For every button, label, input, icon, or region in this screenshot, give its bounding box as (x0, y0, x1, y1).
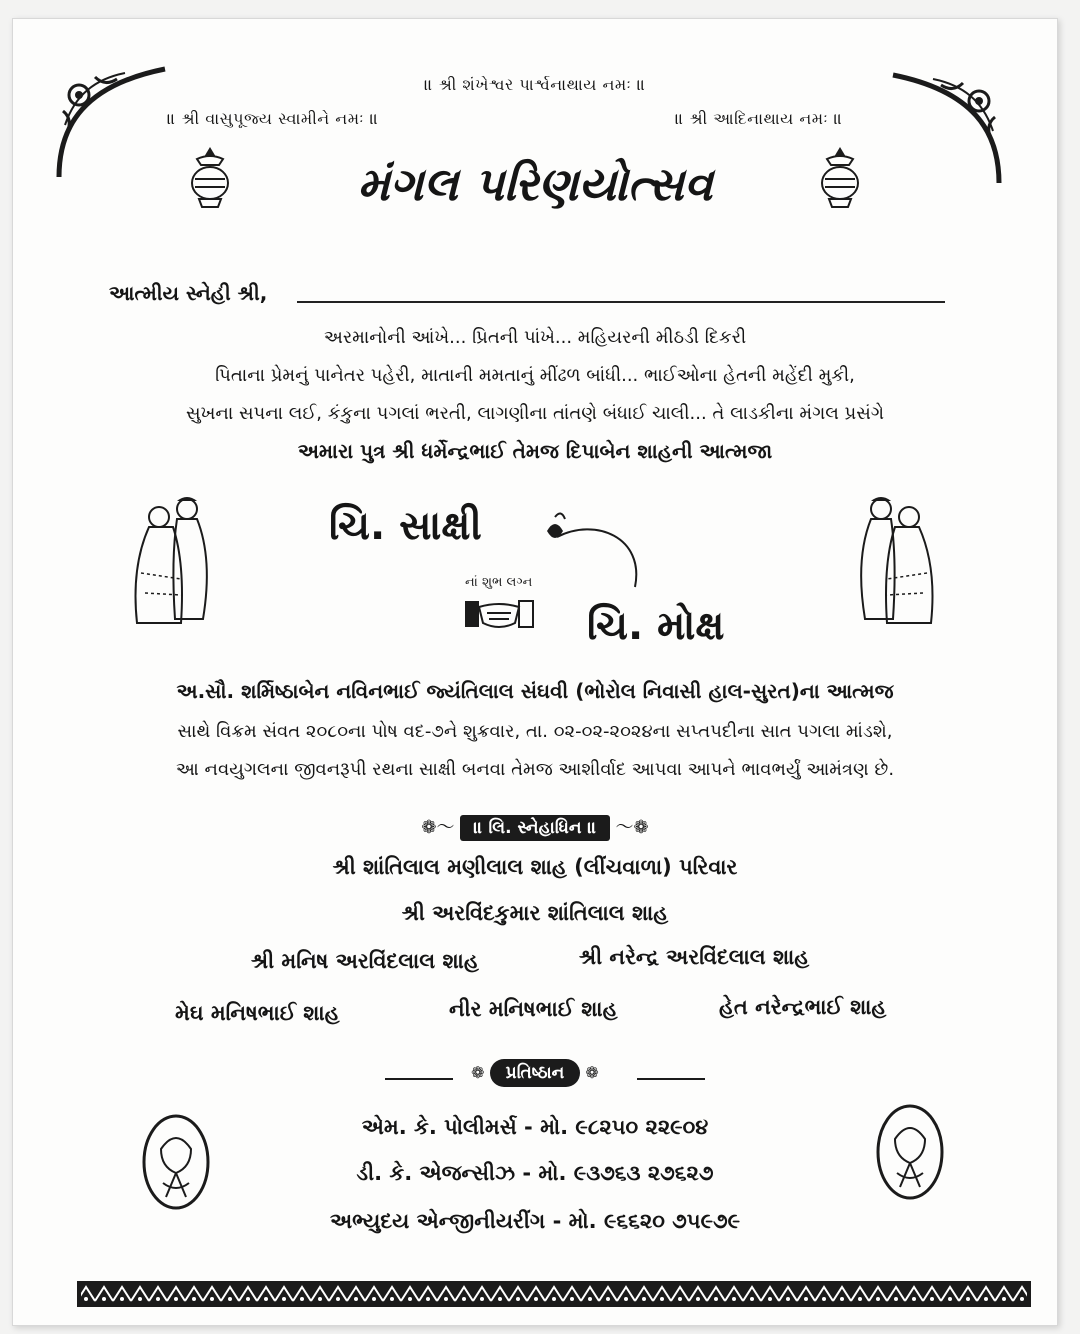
firm-2: ડી. કે. એજન્સીઝ - મો. ૯૩૭૬૩ ૨૭૬૨૭ (356, 1161, 714, 1185)
son-2: શ્રી નરેન્દ્ર અરવિંદલાલ શાહ (579, 945, 810, 969)
invite-line-1: અરમાનોની આંખે... પ્રિતની પાંખે... મહિયરની મીઠડી દિકરી (323, 327, 747, 348)
grandchild-3: હેત નરેન્દ્રભાઈ શાહ (719, 995, 887, 1019)
salutation: આત્મીય સ્નેહી શ્રી, (109, 281, 268, 305)
grandchild-1: મેઘ મનિષભાઈ શાહ (175, 1001, 340, 1025)
grandchild-2: નીર મનિષભાઈ શાહ (449, 997, 618, 1021)
invite-line-2: પિતાના પ્રેમનું પાનેતર પહેરી, માતાની મમતાનું મીંઢળ બાંધી... ભાઈઓના હેતની મહેંદી મુકી, (215, 365, 855, 386)
couple-illustration-right-icon (845, 493, 945, 629)
pratishthan-label: પ્રતિષ્ઠાન (490, 1059, 581, 1087)
floral-swirl-icon (535, 507, 651, 597)
groom-name: ચિ. મોક્ષ (587, 603, 725, 649)
blessing-line: આ નવયુગલના જીવનરૂપી રથના સાક્ષી બનવા તેમજ આશીર્વાદ આપવા આપને ભાવભર્યું આમંત્રણ છે. (175, 759, 895, 780)
guest-name-line (297, 301, 945, 303)
ornament-right-icon: 〜❁ (615, 817, 649, 838)
ornament-left-icon: ❁ (471, 1063, 485, 1082)
pratishthan-header (13, 1063, 1057, 1083)
groom-parents-line: અ.સૌ. શર્મિષ્ઠાબેન નવિનભાઈ જ્યંતિલાલ સંઘવી (ભોરોલ નિવાસી હાલ-સુરત)ના આત્મજ (176, 679, 894, 703)
date-line: સાથે વિક્રમ સંવત ૨૦૮૦ના પોષ વદ-૭ને શુક્રવાર, તા. ૦૨-૦૨-૨૦૨૪ના સપ્તપદીના સાત પગલા માંડશે, (177, 721, 893, 742)
right-mantra: ॥ શ્રી આદિનાથાય નમઃ ॥ (675, 109, 843, 128)
ornament-right-icon: ❁ (585, 1063, 599, 1082)
decorative-border-strip (77, 1281, 1031, 1307)
page-title: મંગલ પરિણયોત્સવ (357, 157, 713, 211)
snehadhin-label: ॥ લિ. સ્નેહાધિન ॥ (460, 815, 611, 841)
family-name: શ્રી શાંતિલાલ મણીલાલ શાહ (લીંચવાળા) પરિવાર (332, 855, 738, 879)
couple-illustration-left-icon (123, 493, 223, 629)
firm-3: અભ્યુદય એન્જીનીયરીંગ - મો. ૯૬૬૨૦ ૭૫૯૭૯ (329, 1209, 741, 1233)
parents-line: અમારા પુત્ર શ્રી ધર્મેન્દ્રભાઈ તેમજ દિપાબેન શાહની આત્મજા (297, 439, 773, 463)
firm-1: એમ. કે. પોલીમર્સ - મો. ૯૮૨૫૦ ૨૨૯૦૪ (361, 1115, 709, 1139)
invite-line-3: સુખના સપના લઈ, કંકુના પગલાં ભરતી, લાગણીના તાંતણે બંધાઈ ચાલી... તે લાડકીના મંગલ પ્રસંગે (186, 403, 884, 424)
top-mantra: ॥ શ્રી શંખેશ્વર પાર્શ્વનાથાય નમઃ ॥ (424, 75, 646, 94)
shubh-lagan-text: નાં શુભ લગ્ન (465, 575, 533, 590)
handshake-icon (463, 593, 535, 635)
invitation-card (12, 18, 1058, 1326)
bride-name: ચિ. સાક્ષી (329, 503, 482, 549)
family-head: શ્રી અરવિંદકુમાર શાંતિલાલ શાહ (401, 901, 669, 925)
snehadhin-header (13, 813, 1057, 839)
son-1: શ્રી મનિષ અરવિંદલાલ શાહ (251, 949, 479, 973)
left-mantra: ॥ શ્રી વાસુપૂજ્ય સ્વામીને નમઃ ॥ (167, 109, 379, 128)
ornament-left-icon: ❁〜 (421, 817, 455, 838)
